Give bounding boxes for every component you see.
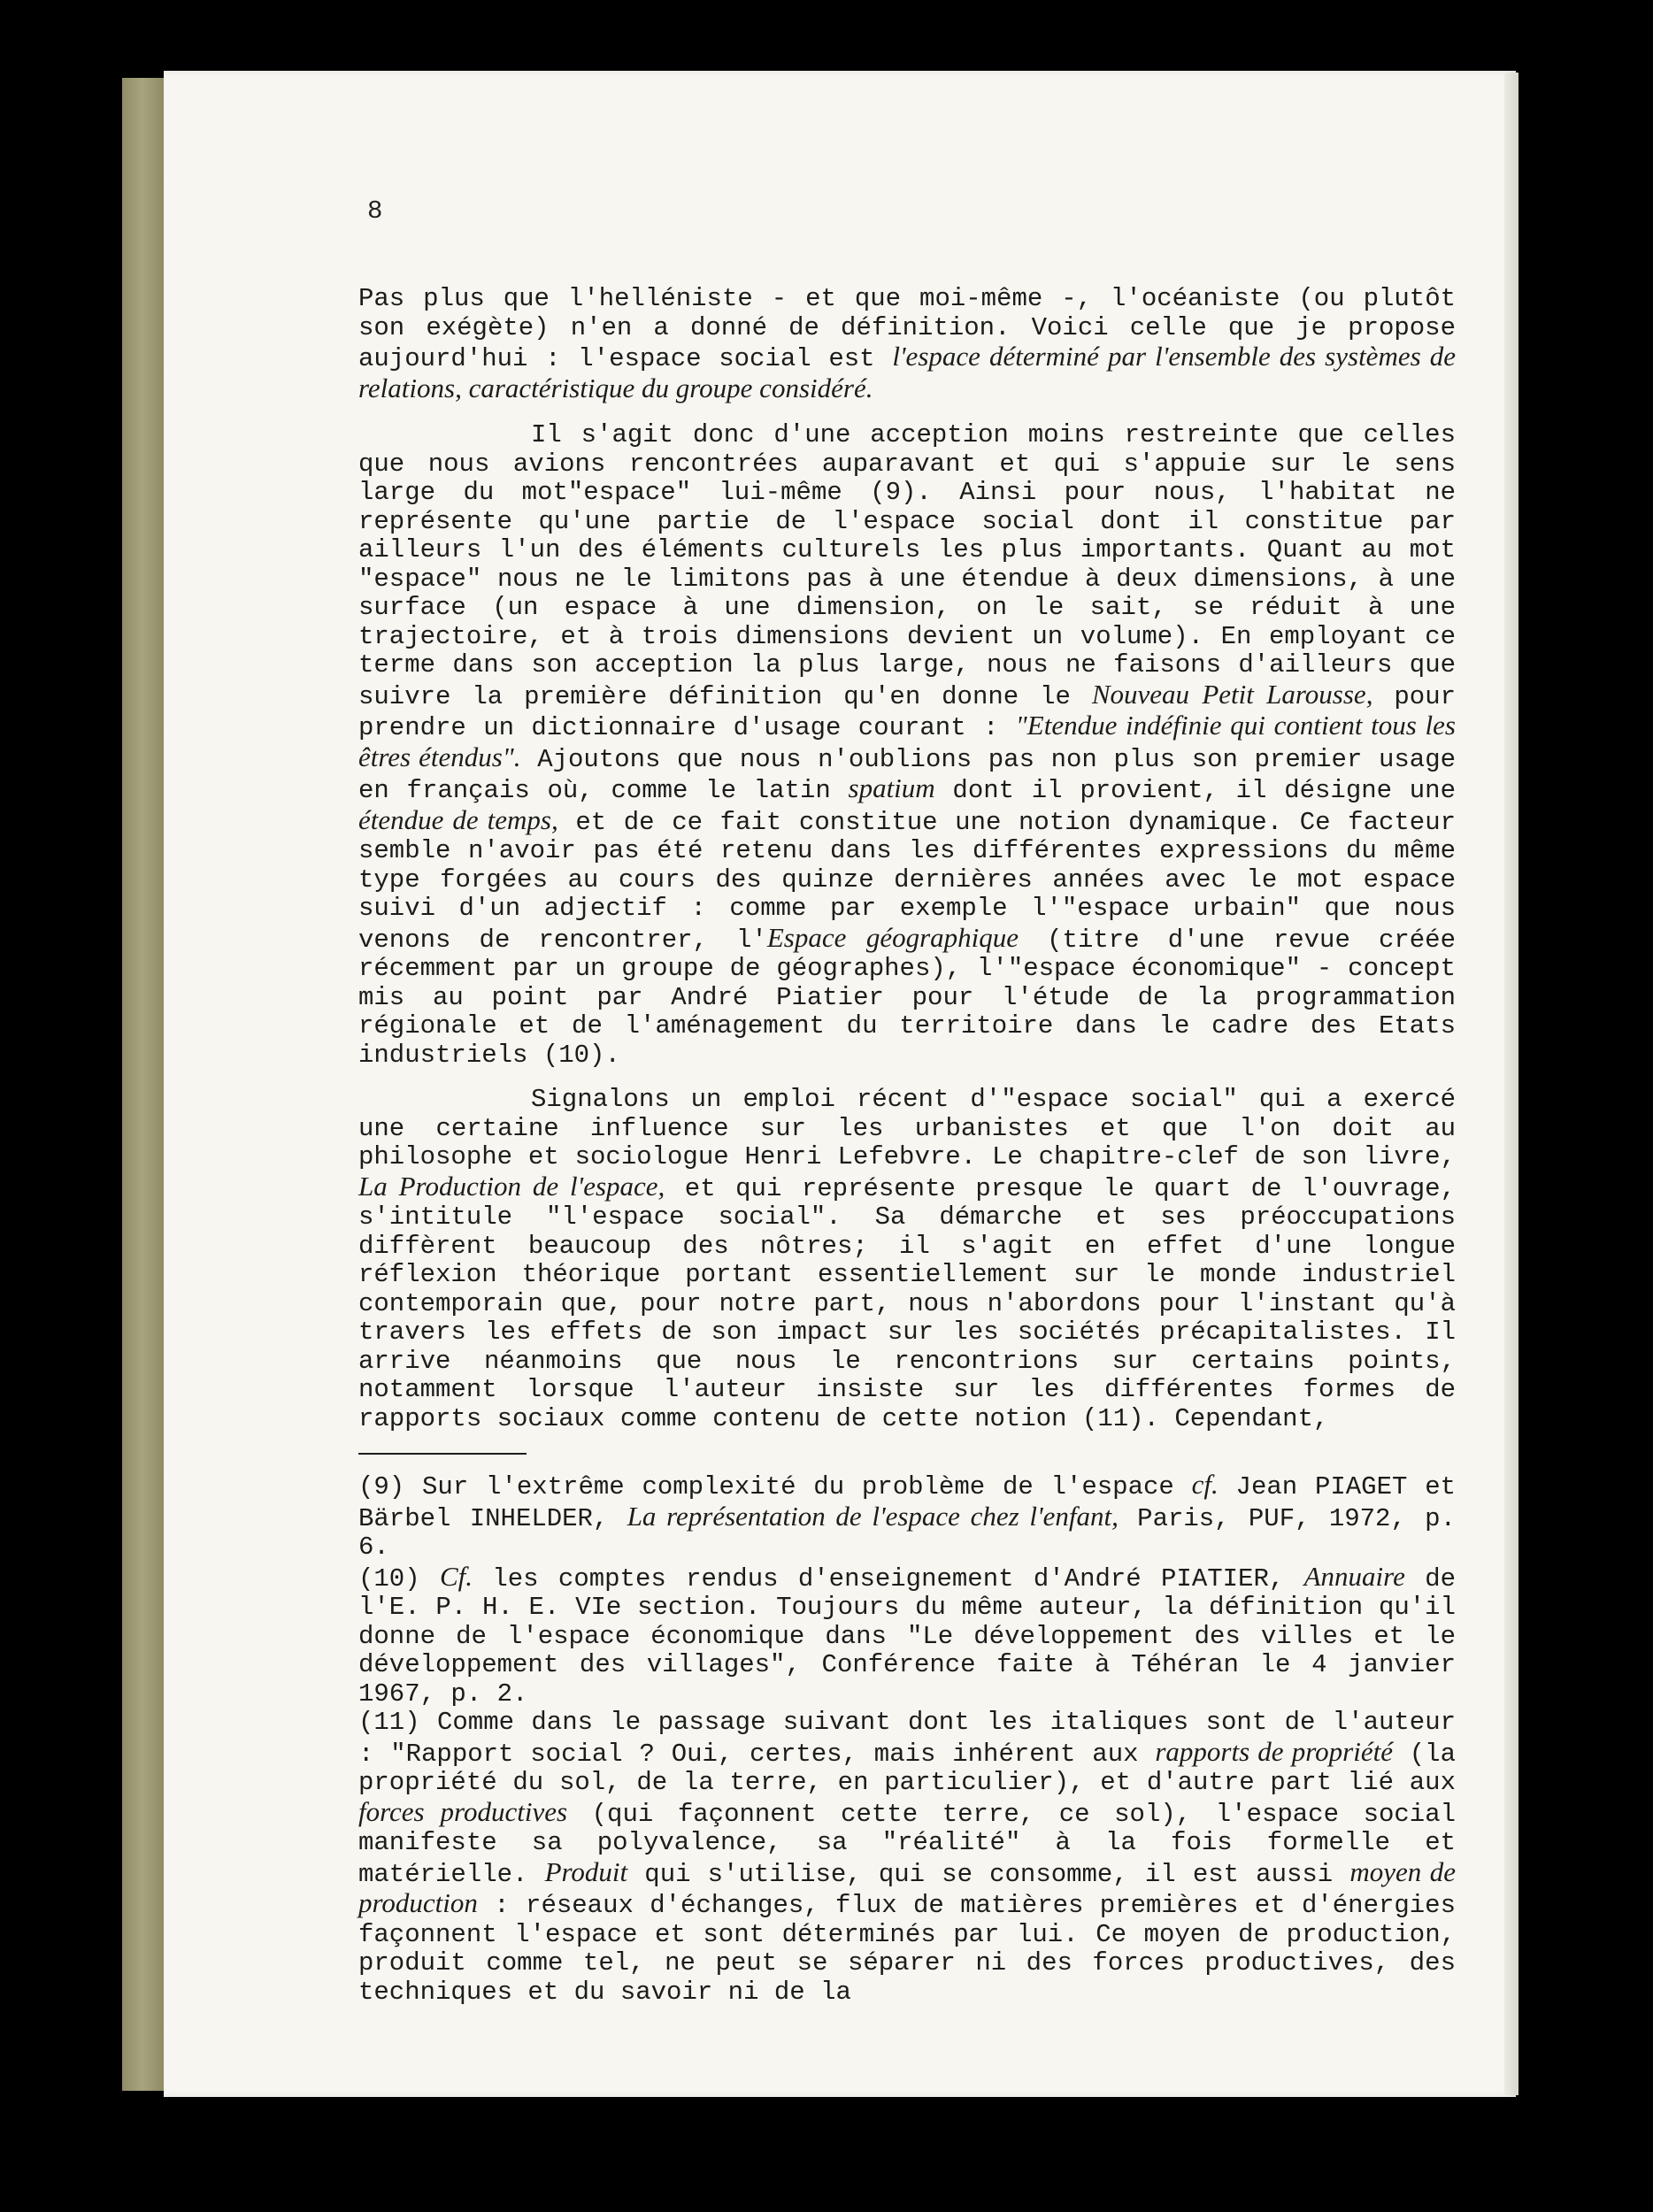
footnote-11: (11) Comme dans le passage suivant dont les italiques sont de l'auteur : "Rapport social ? Oui, certes, mais inhérent aux rapports de propriété (la propriété du sol, de la terre, en particulier), et d'autre part lié aux forces productives (qui façonnent cette terre, ce sol), l'espace social manifeste sa polyvalence, sa "réalité" à la fois formelle et matérielle. Produit qui s'utilise, qui se consomme, il est aussi moyen de production : réseaux d'échanges, flux de matières premières et d'énergies façonnent l'espace et sont déterminés par lui. Ce moyen de production, produit comme tel, ne peut se séparer ni des forces productives, des techniques et du savoir ni de la: [358, 1708, 1456, 2007]
paragraph-3: Signalons un emploi récent d'"espace social" qui a exercé une certaine influence sur les urbanistes et que l'on doit au philosophe et sociologue Henri Lefebvre. Le chapitre-clef de son livre, La Production de l'espace, et qui représente presque le quart de l'ouvrage, s'intitule "l'espace social". Sa démarche et ses préoccupations diffèrent beaucoup des nôtres; il s'agit en effet d'une longue réflexion théorique portant essentiellement sur le monde industriel contemporain que, pour notre part, nous n'abordons pour l'instant qu'à travers les effets de son impact sur les sociétés précapitalistes. Il arrive néanmoins que nous le rencontrions sur certains points, notamment lorsque l'auteur insiste sur les différentes formes de rapports sociaux comme contenu de cette notion (11). Cependant,: [358, 1085, 1456, 1433]
page-number: 8: [367, 196, 383, 226]
paragraph-1: Pas plus que l'helléniste - et que moi-même -, l'océaniste (ou plutôt son exégète) n'en a donné de définition. Voici celle que je propose aujourd'hui : l'espace social est l'espace déterminé par l'ensemble des systèmes de relations, caractéristique du groupe considéré.: [358, 284, 1456, 403]
footnote-10: (10) Cf. les comptes rendus d'enseignement d'André PIATIER, Annuaire de l'E. P. H. E. VIe section. Toujours du même auteur, la définition qu'il donne de l'espace économique dans "Le développement des villes et le développement des villages", Conférence faite à Téhéran le 4 janvier 1967, p. 2.: [358, 1560, 1457, 1709]
page-body: [358, 285, 1456, 2007]
book-spine: [122, 78, 166, 2091]
footnote-divider: [358, 1453, 527, 1455]
footnote-9: (9) Sur l'extrême complexité du problème de l'espace cf. Jean PIAGET et Bärbel INHELDER, La représentation de l'espace chez l'enfant, Paris, PUF, 1972, p. 6.: [358, 1469, 1456, 1562]
page-edge: [1504, 73, 1518, 2095]
paragraph-2: Il s'agit donc d'une acception moins restreinte que celles que nous avions rencontrées auparavant et qui s'appuie sur le sens large du mot"espace" lui-même (9). Ainsi pour nous, l'habitat ne représente qu'une partie de l'espace social dont il constitue par ailleurs l'un des éléments culturels les plus importants. Quant au mot "espace" nous ne le limitons pas à une étendue à deux dimensions, à une surface (un espace à une dimension, on le sait, se réduit à une trajectoire, et à trois dimensions devient un volume). En employant ce terme dans son acception la plus large, nous ne faisons d'ailleurs que suivre la première définition qu'en donne le Nouveau Petit Larousse, pour prendre un dictionnaire d'usage courant : "Etendue indéfinie qui contient tous les êtres étendus". Ajoutons que nous n'oublions pas non plus son premier usage en français où, comme le latin spatium dont il provient, il désigne une étendue de temps, et de ce fait constitue une notion dynamique. Ce facteur semble n'avoir pas été retenu dans les différentes expressions du même type forgées au cours des quinze dernières années avec le mot espace suivi d'un adjectif : comme par exemple l'"espace urbain" que nous venons de rencontrer, l'Espace géographique (titre d'une revue créée récemment par un groupe de géographes), l'"espace économique" - concept mis au point par André Piatier pour l'étude de la programmation régionale et de l'aménagement du territoire dans le cadre des Etats industriels (10).: [358, 420, 1457, 1070]
